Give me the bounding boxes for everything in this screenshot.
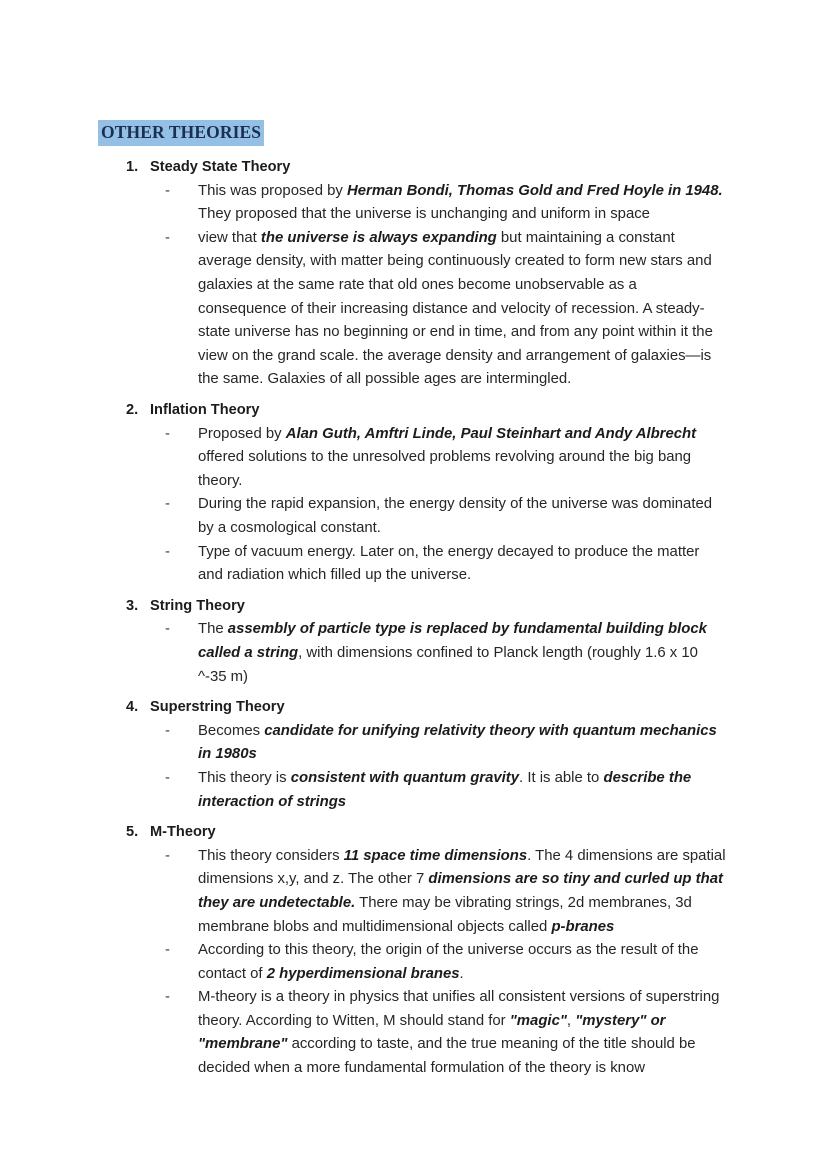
theory-number: 2. [126,402,139,419]
page-title-row [0,0,828,146]
plain-text: Type of vacuum energy. Later on, the energy decayed to produce the matter and radiation which filled up the universe. [198,543,700,584]
theory-number: 5. [126,824,139,841]
bullet-list [0,423,828,588]
theory-heading-label: Inflation Theory [150,402,260,419]
dash-bullet-icon: - [165,989,170,1006]
theory-item [0,696,828,814]
theory-heading-label: Superstring Theory [150,699,285,716]
bullet-item [0,720,828,767]
dash-bullet-icon: - [165,942,170,959]
theory-number: 4. [126,699,139,716]
bullet-text [198,942,698,982]
bullet-text [198,230,713,388]
plain-text: According to this theory, the origin of the universe occurs as the result of the contact of [198,942,699,982]
dash-bullet-icon: - [165,229,170,246]
emphasis-text: the universe is always expanding [260,229,497,246]
dash-bullet-icon: - [165,722,170,739]
theory-heading [0,156,828,180]
emphasis-text: consistent with quantum gravity [290,769,520,786]
plain-text: . It is able to [519,769,604,786]
plain-text: The [198,621,228,638]
emphasis-text: "mystery" or "membrane" [198,1012,666,1053]
theory-number: 1. [126,159,139,176]
bullet-item [0,423,828,494]
theory-heading-label: M-Theory [150,824,216,841]
bullet-item [0,845,828,939]
dash-bullet-icon: - [165,425,170,442]
bullet-item [0,939,828,986]
plain-text: Becomes [198,722,265,739]
plain-text: but maintaining a constant average density, with matter being continuously created to form new stars and galaxies at the same rate that old ones become unobservable as a consequence of their increasing distance and velocity of recession. A steady-state universe has no beginning or end in time, and from any point within it the view on the grand scale. the average density and arrangement of galaxies—is the same. Galaxies of all possible ages are intermingled. [198,229,713,388]
bullet-text [198,770,691,810]
dash-bullet-icon: - [165,182,170,199]
plain-text: Proposed by [198,425,286,442]
theory-heading [0,595,828,619]
bullet-text [198,426,696,489]
bullet-text [198,848,726,935]
theory-heading-label: Steady State Theory [150,159,291,176]
theory-number: 3. [126,597,139,614]
theory-heading [0,821,828,845]
emphasis-text: assembly of particle type is replaced by fundamental building block called a string [198,621,707,661]
bullet-item [0,767,828,814]
theory-heading [0,399,828,423]
bullet-list [0,845,828,1081]
plain-text: . [459,965,464,982]
bullet-text [198,183,723,223]
plain-text: view that [198,229,261,246]
theory-item [0,595,828,689]
emphasis-text: 11 space time dimensions [343,847,528,864]
theory-heading [0,696,828,720]
dash-bullet-icon: - [165,496,170,513]
plain-text: M-theory is a theory in physics that unifies all consistent versions of superstring theory. According to Witten, M should stand for [198,989,720,1029]
theory-item [0,399,828,588]
dash-bullet-icon: - [165,847,170,864]
bullet-list [0,180,828,392]
bullet-item [0,227,828,392]
plain-text: offered solutions to the unresolved problems revolving around the big bang theory. [198,449,692,489]
emphasis-text: 2 hyperdimensional branes [266,965,460,982]
emphasis-text: p-branes [551,918,615,935]
plain-text: There may be vibrating strings, 2d membranes, 3d membrane blobs and multidimensional objects called [198,894,692,935]
plain-text: , [566,1012,576,1029]
theory-heading-label: String Theory [150,597,245,614]
theory-list [0,156,828,1081]
bullet-item [0,986,828,1080]
theory-item [0,156,828,392]
bullet-text [198,621,707,684]
plain-text: This theory considers [198,847,344,864]
plain-text: . The 4 dimensions are spatial dimensions x,y, and z. The other 7 [198,847,726,888]
bullet-item [0,541,828,588]
bullet-item [0,618,828,689]
bullet-item [0,493,828,540]
plain-text: , with dimensions confined to Planck length (roughly 1.6 x 10 ^-35 m) [198,644,698,685]
bullet-text [198,989,719,1076]
bullet-list [0,720,828,814]
plain-text: During the rapid expansion, the energy density of the universe was dominated by a cosmological constant. [198,496,713,536]
theory-item [0,821,828,1081]
bullet-text [198,496,712,536]
plain-text: This was proposed by [198,182,347,199]
dash-bullet-icon: - [165,769,170,786]
dash-bullet-icon: - [165,621,170,638]
page-title: OTHER THEORIES [98,120,264,146]
emphasis-text: "magic" [509,1012,567,1029]
bullet-item [0,180,828,227]
emphasis-text: candidate for unifying relativity theory with quantum mechanics in 1980s [198,722,717,763]
emphasis-text: Herman Bondi, Thomas Gold and Fred Hoyle in 1948. [346,182,723,199]
emphasis-text: dimensions are so tiny and curled up that they are undetectable. [198,871,723,911]
bullet-text [198,544,699,584]
plain-text: according to taste, and the true meaning of the title should be decided when a more fundamental formulation of the theory is know [198,1036,696,1077]
emphasis-text: Alan Guth, Amftri Linde, Paul Steinhart and Andy Albrecht [285,425,697,442]
bullet-text [198,723,717,763]
dash-bullet-icon: - [165,543,170,560]
emphasis-text: describe the interaction of strings [198,769,692,810]
plain-text: They proposed that the universe is unchanging and uniform in space [198,206,650,223]
bullet-list [0,618,828,689]
plain-text: This theory is [198,769,291,786]
